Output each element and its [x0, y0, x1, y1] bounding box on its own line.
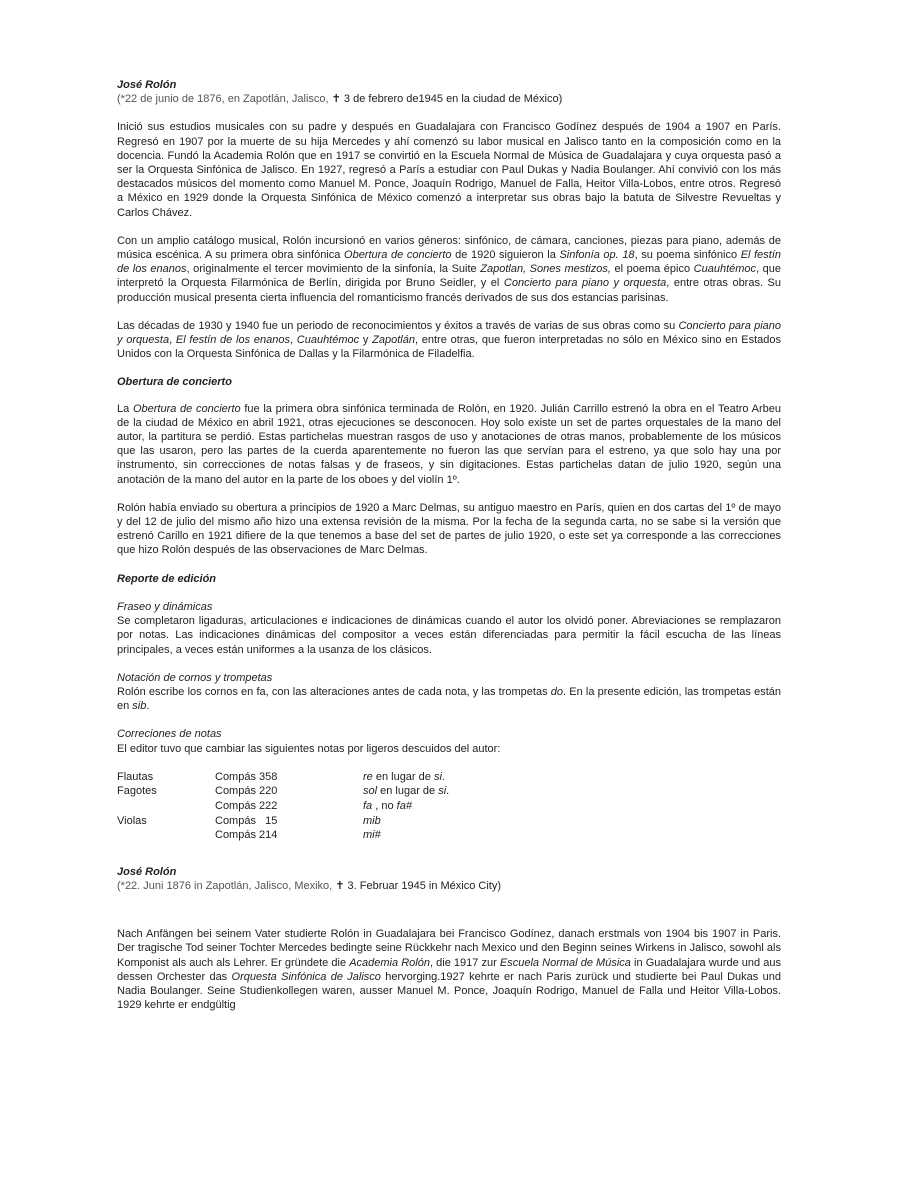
- composer-name-heading: José Rolón: [117, 79, 177, 91]
- biography-paragraph-de: Nach Anfängen bei seinem Vater studierte Rolón in Guadalajara bei Francisco Godínez, danach erstmals von 1904 bis 1907 in Paris. Der tragische Tod seiner Tochter Mercedes bedingte seine Rückkehr nach Mexico und den Beginn seines Wirkens in Jalisco, sowohl als Komponist als auch als Lehrer. Er gründete die Academia Rolón, die 1917 zur Escuela Normal de Música in Guadalajara wurde und aus dessen Orchester das Orquesta Sinfónica de Jalisco hervorging.1927 kehrte er nach Paris zurück und studierte bei Paul Dukas und Nadia Boulanger. Seine Studienkollegen waren, ausser Manuel M. Ponce, Joaquín Rodrigo, Manuel de Falla und Heitor Villa-Lobos. 1929 kehrte er endgültig: [117, 928, 781, 1012]
- composer-dates: [117, 92, 781, 106]
- biography-paragraph-1: Inició sus estudios musicales con su padre y después en Guadalajara con Francisco Godínez después de 1904 a 1907 en París. Regresó en 1907 por la muerte de su hija Mercedes y ahí comenzó su labor musical en Jalisco tanto en la composición como en la docencia. Fundó la Academia Rolón que en 1917 se convirtió en la Escuela Normal de Música de Guadalajara y cuya orquesta pasó a ser la Orquesta Sinfónica de Jalisco. En 1927, regresó a París a estudiar con Paul Dukas y Nadia Boulanger. Ahí convivió con los más destacados músicos del momento como Manuel M. Ponce, Joaquín Rodrigo, Manuel de Falla, Heitor Villa-Lobos, entre otros. Regresó a México en 1929 donde la Orquesta Sinfónica de México comenzó a interpretar sus obras bajo la batuta de Silvestre Revueltas y Carlos Chávez.: [117, 121, 781, 219]
- table-row: Compás 222 fa , no fa#: [215, 799, 412, 812]
- composer-name-heading-de: José Rolón: [117, 865, 177, 878]
- dagger-icon: ✝: [331, 93, 341, 106]
- corrections-table: [117, 770, 449, 843]
- table-row: Fagotes Compás 220 sol en lugar de si.: [117, 785, 450, 798]
- biography-paragraph-3: Las décadas de 1930 y 1940 fue un periodo de reconocimientos y éxitos a través de varias de sus obras como su Concierto para piano y orquesta, El festín de los enanos, Cuauhtémoc y Zapotlán, entre otras, que fueron interpretadas no sólo en México sino en Estados Unidos con la Orquesta Sinfónica de Dallas y la Filarmónica de Filadelfia.: [117, 319, 782, 361]
- table-row: Violas Compás 15 mib: [117, 814, 381, 827]
- biography-paragraph-2: Con un amplio catálogo musical, Rolón incursionó en varios géneros: sinfónico, de cámara, canciones, piezas para piano, además de música escénica. A su primera obra sinfónica Obertura de concierto de 1920 siguieron la Sinfonía op. 18, su poema sinfónico El festín de los enanos, originalmente el tercer movimiento de la sinfonía, la Suite Zapotlan, Sones mestizos, el poema épico Cuauhtémoc, que interpretó la Orquesta Filarmónica de Berlín, dirigida por Bruno Seidler, y el Concierto para piano y orquesta, entre otras obras. Su producción musical presenta cierta influencia del romanticismo francés derivados de sus dos estancias parisinas.: [117, 234, 782, 304]
- table-row: Flautas Compás 358 re en lugar de si.: [117, 770, 445, 783]
- dagger-icon: ✝: [335, 879, 345, 892]
- obertura-heading: Obertura de concierto: [117, 376, 232, 389]
- notacion-subheading: Notación de cornos y trompetas: [117, 671, 273, 684]
- reporte-heading: Reporte de edición: [117, 572, 217, 585]
- notacion-paragraph: Rolón escribe los cornos en fa, con las alteraciones antes de cada nota, y las trompetas do. En la presente edición, las trompetas están en sib.: [117, 685, 781, 713]
- table-row: Compás 214 mi#: [215, 829, 381, 842]
- fraseo-subheading: Fraseo y dinámicas: [117, 600, 213, 613]
- obertura-paragraph-1: La Obertura de concierto fue la primera obra sinfónica terminada de Rolón, en 1920. Julián Carrillo estrenó la obra en el Teatro Arbeu de la ciudad de México en abril 1921, otras ejecuciones se desconocen. Hoy solo existe un set de partes orquestales de la mano del autor, la partitura se perdió. Estas partichelas muestran rasgos de uso y anotaciones de otras manos, probablemente de los músicos que las usaron, pero las partes de la cuerda aparentemente no fueron las que servían para el estreno, ya que solo hay una por instrumento, sin correcciones de notas falsas y de fraseos, y sin digitaciones. Estas partichelas datan de julio 1920, según una anotación de la mano del autor en la parte de los oboes y del violín 1º.: [117, 402, 781, 486]
- dates-birth: (*22 de junio de 1876, en Zapotlán, Jalisco,: [117, 93, 332, 106]
- composer-dates-de: (*22. Juni 1876 in Zapotlán, Jalisco, Mexiko, ✝ 3. Februar 1945 in México City): [117, 879, 502, 892]
- dates-death: 3 de febrero de1945 en la ciudad de México): [340, 93, 563, 106]
- fraseo-paragraph: Se completaron ligaduras, articulaciones e indicaciones de dinámicas cuando el autor los olvidó poner. Abreviaciones se remplazaron por notas. Las indicaciones dinámicas del compositor a veces están diferenciadas para permitir la fácil escucha de las líneas principales, a veces están uniformes a la usanza de los clásicos.: [117, 615, 781, 656]
- obertura-paragraph-2: Rolón había enviado su obertura a principios de 1920 a Marc Delmas, su antiguo maestro en París, quien en dos cartas del 1º de mayo y del 12 de julio del mismo año hizo una extensa revisión de la misma. Por la fecha de la segunda carta, no se sabe si la versión que estrenó Carillo en 1921 difiere de la que tenemos a base del set de partes de julio 1920, o este set ya corresponde a las correcciones que hizo Rolón después de las observaciones de Marc Delmas.: [117, 501, 781, 557]
- correcciones-subheading: Correciones de notas: [117, 728, 222, 741]
- document-page: [117, 78, 781, 1012]
- correcciones-intro: El editor tuvo que cambiar las siguientes notas por ligeros descuidos del autor:: [117, 742, 501, 755]
